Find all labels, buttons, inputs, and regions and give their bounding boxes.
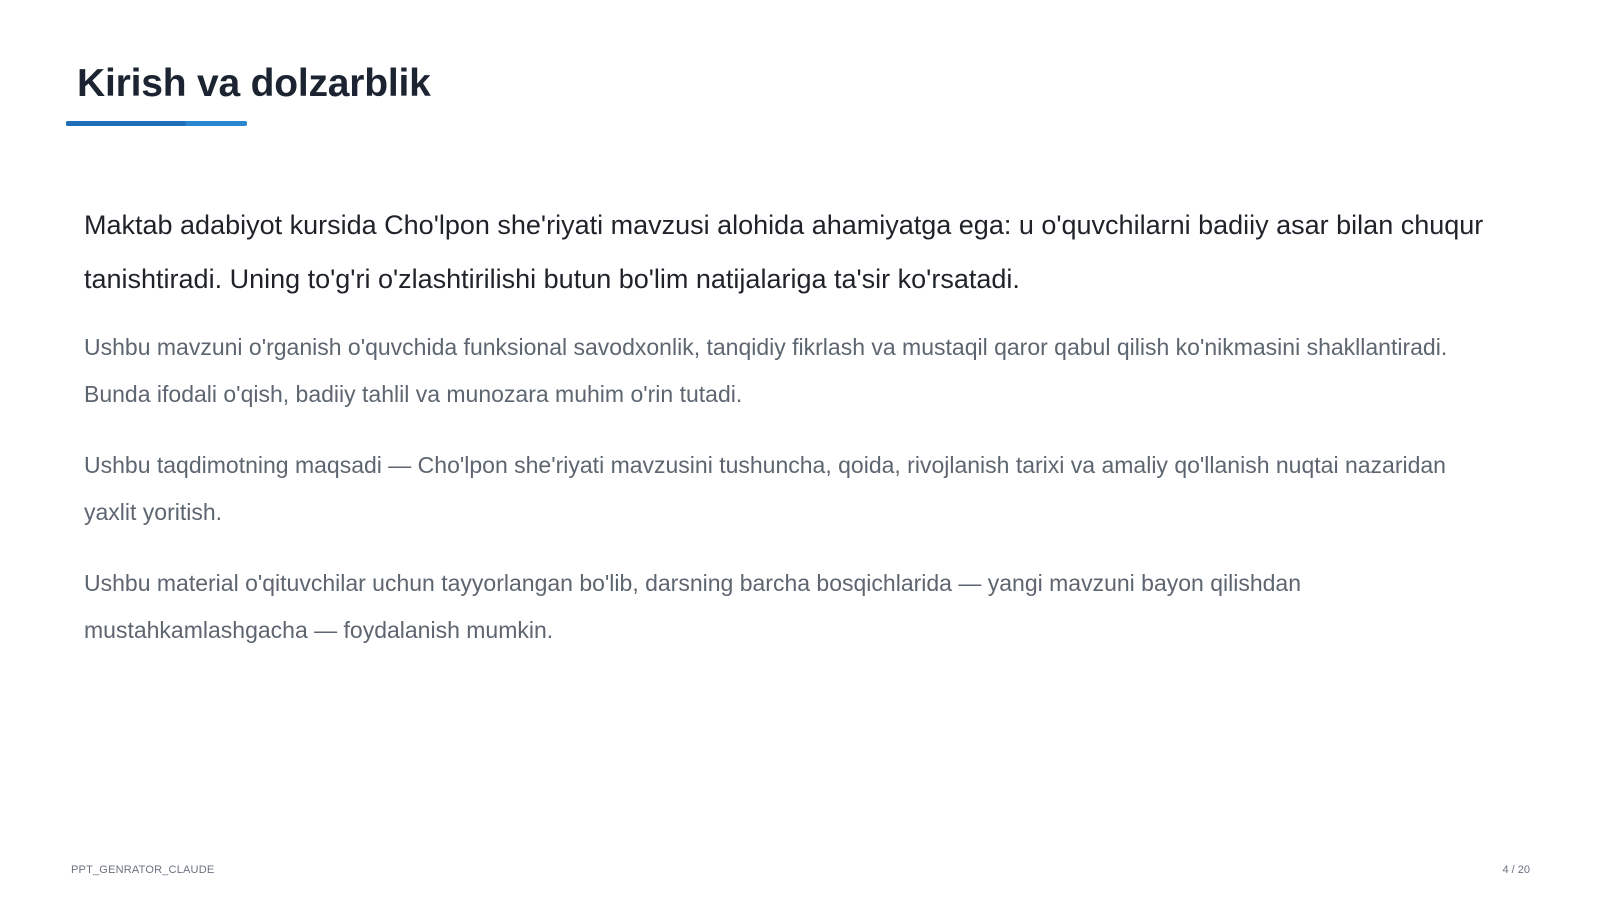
lead-paragraph: Maktab adabiyot kursida Cho'lpon she'riyati mavzusi alohida ahamiyatga ega: u o'quvchilarni badiiy asar bilan chuqur tanishtiradi. Uning to'g'ri o'zlashtirilishi butun bo'lim natijalariga ta'sir ko'rsatadi. <box>84 210 1484 294</box>
title-underline-accent <box>66 121 186 126</box>
footer-brand: PPT_GENRATOR_CLAUDE <box>71 864 215 876</box>
body-paragraph-1: Ushbu mavzuni o'rganish o'quvchida funksional savodxonlik, tanqidiy fikrlash va mustaqil qaror qabul qilish ko'nikmasini shakllantiradi. Bunda ifodali o'qish, badiiy tahlil va munozara muhim o'rin tutadi. <box>84 334 1448 407</box>
body-paragraph-3: Ushbu material o'qituvchilar uchun tayyorlangan bo'lib, darsning barcha bosqichlarida — yangi mavzuni bayon qilishdan mustahkamlashgacha — foydalanish mumkin. <box>84 570 1301 643</box>
slide-title: Kirish va dolzarblik <box>77 62 431 105</box>
slide-content <box>84 198 1504 654</box>
body-paragraph-2: Ushbu taqdimotning maqsadi — Cho'lpon she'riyati mavzusini tushuncha, qoida, rivojlanish tarixi va amaliy qo'llanish nuqtai nazaridan yaxlit yoritish. <box>84 452 1446 525</box>
page-indicator: 4 / 20 <box>1502 864 1530 876</box>
title-underline <box>66 121 247 126</box>
